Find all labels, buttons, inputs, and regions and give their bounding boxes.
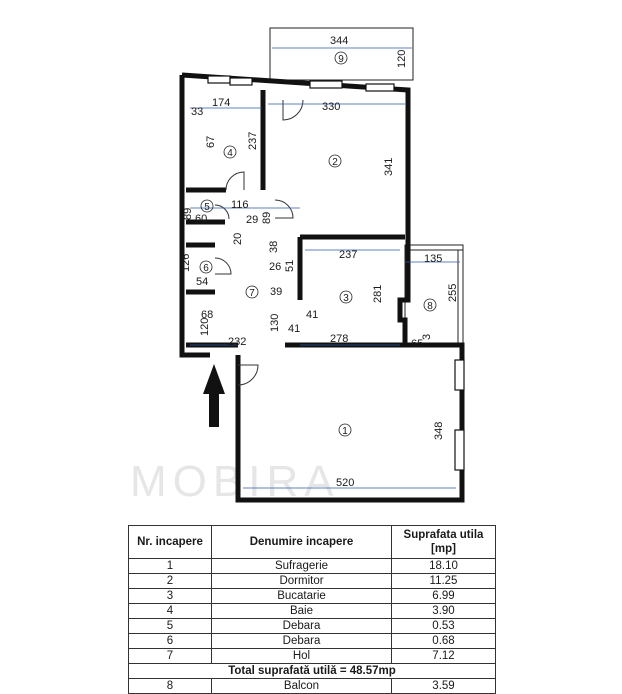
window-bedroom: [310, 81, 342, 88]
area-table: [128, 525, 496, 694]
cell-area: 0.53: [392, 619, 496, 634]
dim-237a: 237: [247, 131, 259, 150]
table-row: [129, 619, 496, 634]
table-row: [129, 649, 496, 664]
room-number-7: 7: [249, 288, 255, 299]
cell-area: 3.90: [392, 604, 496, 619]
table-row: [129, 589, 496, 604]
dim-33: 33: [191, 106, 204, 118]
window-bath-2: [230, 78, 252, 85]
cell-area: 6.99: [392, 589, 496, 604]
dim-41b: 41: [288, 323, 301, 335]
cell-name: Balcon: [212, 679, 392, 694]
cell-name: Debara: [212, 634, 392, 649]
door-closet6: [215, 258, 231, 274]
dim-67: 67: [205, 135, 217, 148]
dim-3: 3: [421, 333, 433, 340]
table-row: [129, 559, 496, 574]
cell-nr: 5: [129, 619, 212, 634]
room-number-9: 9: [338, 54, 344, 65]
dim-330: 330: [322, 101, 341, 113]
table-row: [129, 574, 496, 589]
dim-120b: 120: [199, 317, 211, 336]
door-bedroom: [283, 100, 303, 120]
cell-nr: 3: [129, 589, 212, 604]
dim-51: 51: [284, 259, 296, 272]
dim-232: 232: [228, 336, 247, 348]
cell-name: Sufragerie: [212, 559, 392, 574]
window-bedroom-2: [366, 84, 394, 91]
table-row: [129, 604, 496, 619]
door-closet5: [215, 205, 229, 219]
dim-344: 344: [330, 35, 349, 47]
dim-39: 39: [270, 286, 283, 298]
cell-area: 7.12: [392, 649, 496, 664]
cell-area: 0.68: [392, 634, 496, 649]
cell-area: 18.10: [392, 559, 496, 574]
table-row: [129, 634, 496, 649]
cell-nr: 4: [129, 604, 212, 619]
dim-174: 174: [212, 97, 231, 109]
dim-520: 520: [336, 477, 355, 489]
room-number-5: 5: [204, 202, 210, 213]
dim-130: 130: [269, 313, 281, 332]
entry-arrow-icon: [203, 364, 225, 427]
cell-area: 11.25: [392, 574, 496, 589]
dim-38: 38: [268, 240, 280, 253]
room-number-2: 2: [332, 157, 338, 168]
dim-348: 348: [433, 421, 445, 440]
window-living-right: [455, 360, 464, 390]
dim-26: 26: [269, 261, 282, 273]
cell-nr: 7: [129, 649, 212, 664]
room-number-6: 6: [203, 263, 209, 274]
dim-20: 20: [232, 232, 244, 245]
cell-nr: 8: [129, 679, 212, 694]
dim-65: 65: [411, 338, 424, 350]
cell-nr: 6: [129, 634, 212, 649]
dim-135: 135: [424, 253, 443, 265]
dim-120: 120: [396, 49, 408, 68]
dim-89b: 89: [261, 211, 273, 224]
cell-name: Bucatarie: [212, 589, 392, 604]
cell-name: Dormitor: [212, 574, 392, 589]
table-header-row: [129, 526, 496, 559]
door-entry: [238, 365, 258, 385]
header-nr: Nr. incapere: [129, 526, 212, 559]
cell-nr: 2: [129, 574, 212, 589]
dim-341: 341: [383, 157, 395, 176]
room-number-1: 1: [342, 426, 348, 437]
table-total-row: [129, 664, 496, 679]
door-bedroom-2: [275, 200, 293, 218]
dim-255: 255: [447, 283, 459, 302]
watermark-text: MOBIRA: [130, 457, 340, 506]
door-bath: [226, 172, 244, 190]
dim-281: 281: [372, 284, 384, 303]
window-bath: [208, 76, 230, 83]
dim-237b: 237: [339, 249, 358, 261]
header-name: Denumire incapere: [212, 526, 392, 559]
header-area: Suprafata utila [mp]: [392, 526, 496, 559]
room-number-4: 4: [227, 148, 233, 159]
cell-area: 3.59: [392, 679, 496, 694]
dim-54: 54: [196, 276, 209, 288]
dim-116: 116: [231, 199, 249, 211]
dim-126: 126: [180, 253, 192, 272]
room-number-3: 3: [343, 293, 349, 304]
dim-278: 278: [330, 333, 349, 345]
window-living-right-2: [455, 430, 464, 470]
dim-68: 68: [201, 309, 214, 321]
dim-29: 29: [246, 214, 259, 226]
cell-name: Hol: [212, 649, 392, 664]
cell-name: Baie: [212, 604, 392, 619]
dim-60: 60: [195, 213, 208, 225]
room-number-8: 8: [427, 301, 433, 312]
cell-name: Debara: [212, 619, 392, 634]
dim-89a: 89: [182, 207, 194, 220]
total-area: Total suprafată utilă = 48.57mp: [129, 664, 496, 679]
table-row: [129, 679, 496, 694]
dim-41a: 41: [306, 309, 319, 321]
cell-nr: 1: [129, 559, 212, 574]
